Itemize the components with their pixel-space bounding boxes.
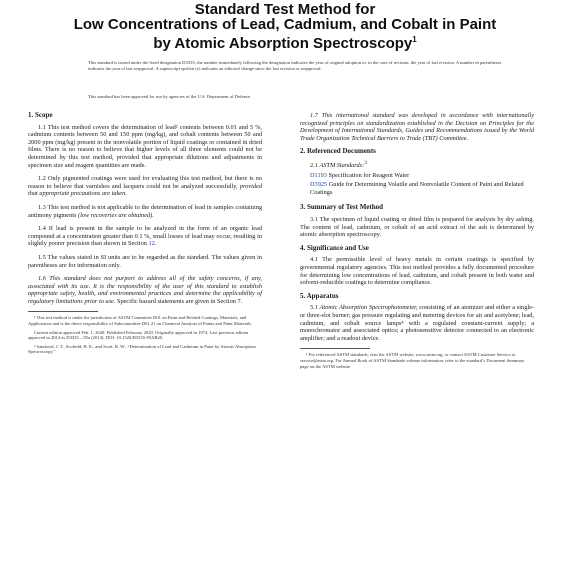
reference-d3925-title: Guide for Determining Volatile and Nonvolatile Content of Paint and Related Coatings	[310, 181, 524, 196]
paragraph-1-6-italic: 1.6 This standard does not purport to address all of the safety concerns, if any, associated with its use. It is the responsibility of the user of this standard to establish appropriate safety, health, and environmental practices and determine the applicability of regulatory limitations prior to use.	[28, 275, 262, 305]
footnote-3: ³ For referenced ASTM standards, visit the ASTM website, www.astm.org, or contact ASTM Customer Service at service@astm.org. For Annual Book of ASTM Standards volume information, refer to the standard’s Document Summary page on the ASTM website.	[300, 352, 525, 369]
reference-d1193	[310, 172, 534, 180]
reference-d3925-link[interactable]: D3925	[310, 181, 328, 189]
paragraph-1-4-end: .	[154, 240, 157, 248]
referenced-intro-number: 2.1	[310, 162, 320, 170]
paragraph-1-5: 1.5 The values stated in SI units are to be regarded as the standard. The values given in parentheses are for information only.	[28, 253, 262, 269]
referenced-intro	[310, 160, 534, 170]
paragraph-1-2-italic: provided that appropriate precautions are taken.	[28, 182, 262, 198]
paragraph-1-2-text: 1.2 Only pigmented coatings were used for evaluating this test method, but there is no reason to believe that varnishes and lacquers could not be analyzed successfully,	[28, 175, 262, 190]
section-heading-apparatus: 5. Apparatus	[300, 291, 339, 300]
reference-d1193-title: Specification for Reagent Water	[326, 171, 410, 179]
defense-notice: This standard has been approved for use by agencies of the U.S. Department of Defense.	[88, 94, 251, 99]
referenced-intro-italic: ASTM Standards:	[319, 162, 365, 170]
section-heading-summary: 3. Summary of Test Method	[300, 203, 384, 212]
paragraph-1-4	[28, 225, 262, 248]
referenced-footnote-marker: 3	[364, 159, 367, 166]
paragraph-3-1: 3.1 The specimen of liquid coating or dried film is prepared for analysis by dry ashing. The content of lead, cadmium, or cobalt of an acid extract of the ash is determined by atomic absorption spectroscopy.	[300, 216, 534, 239]
title-line-1: Standard Test Method for	[194, 1, 376, 18]
paragraph-5-1-text: consisting of an atomizer and either a single- or three-slot burner; gas pressure regulating and metering devices for air and acetylene; lead, cadmium, and cobalt source lamps⁴ with a regulated constant-current supply; a monochromator and associated optics; a photosensitive detector connected to an electronic amplifier; and a readout device.	[300, 304, 535, 342]
footnote-1b: Current edition approved Feb. 1, 2020. Published February 2020. Originally approved in 1974. Last previous edition approved in 2014 as D3335 – 85a (2014). DOI: 10.1520/D3335-85AR20.	[28, 329, 249, 341]
paragraph-1-7: 1.7 This international standard was developed in accordance with internationally recognized principles on standardization established in the Decision on Principles for the Development of International Standards, Guides and Recommendations issued by the World Trade Organization Technical Barriers to Trade (TBT) Committee.	[300, 112, 534, 142]
section-heading-significance: 4. Significance and Use	[300, 243, 369, 252]
paragraph-1-3-italic: (low recoveries are obtained).	[78, 211, 154, 219]
footnote-divider	[28, 311, 98, 312]
paragraph-5-1	[300, 304, 534, 342]
paragraph-1-4-text: 1.4 If lead is present in the sample to be analyzed in the form of an organic lead compound at a concentration greater than 0.1 %, small losses of lead may occur, resulting in slightly poorer precision than shown in Section	[28, 225, 262, 248]
paragraph-1-6	[28, 275, 262, 305]
designation-notice: This standard is issued under the fixed designation D3335; the number immediately following the designation indicates the year of original adoption or, in the case of revision, the year of last revision. A number in parentheses indicates the year of last reapproval. A superscript epsilon (ε) indicates an editorial change since the last revision or reapproval.	[88, 60, 502, 71]
reference-d3925	[310, 181, 534, 196]
paragraph-1-3-text: 1.3 This test method is not applicable to the determination of lead in samples containing antimony pigments	[28, 203, 262, 219]
footnote-2: ² Sandoval, J. T., Scofield, H. E., and Scott, R. W., “Determination of Lead and Cadmium in Paint by Atomic Absorption Spectroscopy.”	[28, 343, 256, 355]
title-line-3	[0, 32, 570, 51]
document-title	[0, 2, 570, 51]
paragraph-1-1: 1.1 This test method covers the determination of lead² contents between 0.01 and 5 %, cadmium contents between 50 and 150 ppm (mg/kg), and cobalt contents between 50 and 2000 ppm (mg/kg) present in the nonvolatile portion of liquid coatings or contained in dried films. There is no reason to believe that higher levels of all three elements could not be determined by this test method, provided that appropriate dilutions and adjustments in specimen size and reagent quantities are made.	[28, 123, 262, 169]
section-heading-referenced-documents: 2. Referenced Documents	[300, 147, 376, 156]
section-12-link[interactable]: 12	[148, 240, 155, 248]
footnote-divider-right	[300, 348, 370, 349]
title-footnote-marker: 1	[412, 35, 417, 44]
title-line-3-text: by Atomic Absorption Spectroscopy	[153, 35, 413, 52]
title-line-2: Low Concentrations of Lead, Cadmium, and Cobalt in Paint	[73, 16, 497, 33]
paragraph-1-3	[28, 204, 262, 219]
right-column	[300, 112, 534, 372]
paragraph-1-2	[28, 175, 262, 198]
paragraph-1-6-text: Specific hazard statements are given in Section 7.	[115, 297, 243, 305]
paragraph-4-1: 4.1 The permissible level of heavy metals in certain coatings is specified by governmental regulatory agencies. This test method provides a fully documented procedure for determining low concentrations of lead, cadmium, and cobalt present in both water and solvent-reducible coatings to determine compliance.	[300, 256, 534, 287]
left-column	[28, 112, 262, 358]
paragraph-5-1-italic: 5.1 Atomic Absorption Spectrophotometer,	[310, 304, 418, 312]
reference-d1193-link[interactable]: D1193	[310, 171, 327, 179]
footnote-1: ¹ This test method is under the jurisdiction of ASTM Committee D01 on Paint and Related Coatings, Materials, and Applications and is the direct responsibility of Subcommittee D01.21 on Chemical Analysis of Paints and Paint Materials.	[28, 315, 253, 327]
section-heading-scope: 1. Scope	[28, 111, 53, 119]
